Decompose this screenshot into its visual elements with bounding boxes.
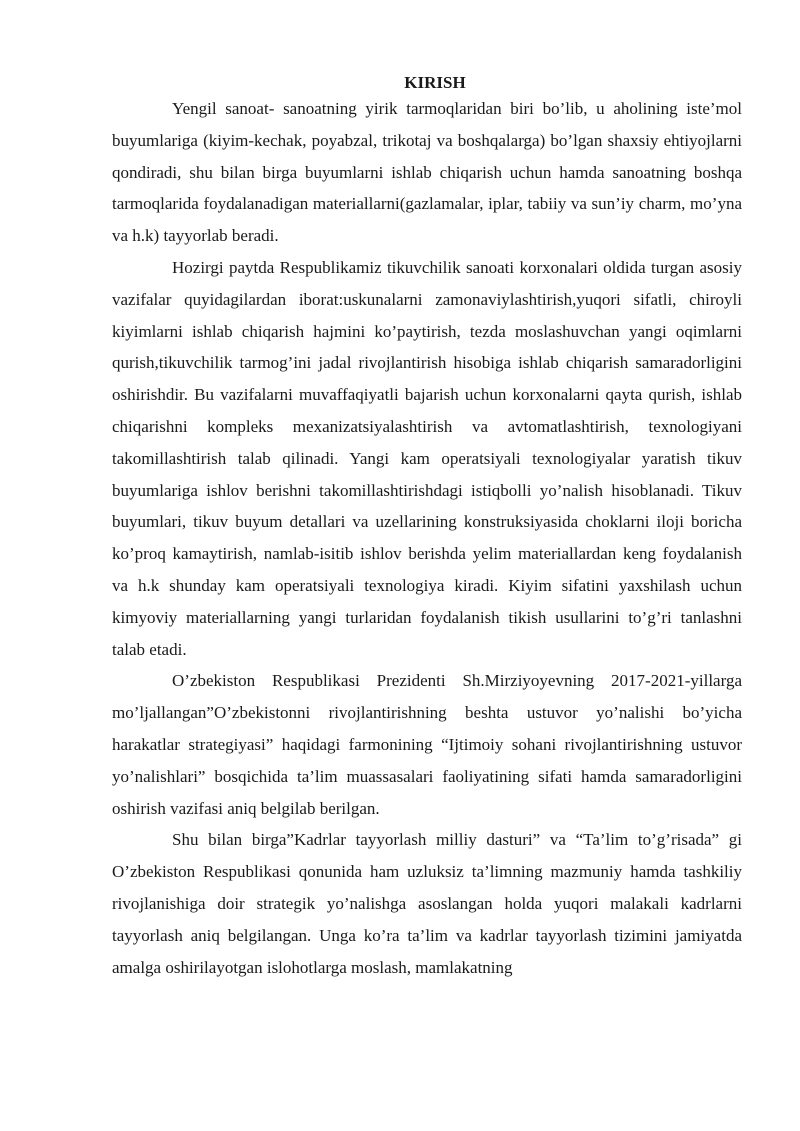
paragraph-tasks: Hozirgi paytda Respublikamiz tikuvchilik sanoati korxonalari oldida turgan asosiy vazifalar quyidagilardan iborat:uskunalarni zamonaviylashtirish,yuqori sifatli, chiroyli kiyimlarni ishlab chiqarish hajmini ko’paytirish, tezda moslashuvchan yangi oqimlarni qurish,tikuvchilik tarmog’ini jadal rivojlantirish hisobiga ishlab chiqarish samaradorligini oshirishdir. Bu vazifalarni muvaffaqiyatli bajarish uchun korxonalarni qayta qurish, ishlab chiqarishni kompleks mexanizatsiyalashtirish va avtomatlashtirish, texnologiyani takomillashtirish talab qilinadi. Yangi kam operatsiyali texnologiyalar yaratish tikuv buyumlariga ishlov berishni takomillashtirishdagi istiqbolli yo’nalish hisoblanadi. Tikuv buyumlari, tikuv buyum detallari va uzellarining konstruksiyasida choklarni iloji boricha ko’proq kamaytirish, namlab-isitib ishlov berishda yelim materiallardan keng foydalanish va h.k shunday kam operatsiyali texnologiya kiradi. Kiyim sifatini yaxshilash uchun kimyoviy materiallarning yangi turlaridan foydalanish tikish usullarini to’g’ri tanlashni talab etadi.	[112, 257, 742, 659]
paragraph-education: Shu bilan birga”Kadrlar tayyorlash milliy dasturi” va “Ta’lim to’g’risada” gi O’zbekiston Respublikasi qonunida ham uzluksiz ta’limning mazmuniy hamda tashkiliy rivojlanishiga doir strategik yo’nalishga asoslangan holda yuqori malakali kadrlarni tayyorlash aniq belgilangan. Unga ko’ra ta’lim va kadrlar tayyorlash tizimini jamiyatda amalga oshirilayotgan islohotlarga moslash, mamlakatning	[112, 830, 742, 977]
paragraph-intro: Yengil sanoat- sanoatning yirik tarmoqlaridan biri bo’lib, u aholining iste’mol buyumlariga (kiyim-kechak, poyabzal, trikotaj va boshqalarga) bo’lgan shaxsiy ehtiyojlarni qondiradi, shu bilan birga buyumlarni ishlab chiqarish uchun hamda sanoatning boshqa tarmoqlarida foydalanadigan materiallarni(gazlamalar, iplar, tabiiy va sun’iy charm, mo’yna va h.k) tayyorlab beradi.	[112, 99, 742, 246]
document-body	[112, 73, 742, 983]
page-title: KIRISH	[404, 73, 466, 92]
paragraph-strategy: O’zbekiston Respublikasi Prezidenti Sh.Mirziyoyevning 2017-2021-yillarga mo’ljallangan”O’zbekistonni rivojlantirishning beshta ustuvor yo’nalishi bo’yicha harakatlar strategiyasi” haqidagi farmonining “Ijtimoiy sohani rivojlantirishning ustuvor yo’nalishlari” bosqichida ta’lim muassasalari faoliyatining sifati hamda samaradorligini oshirish vazifasi aniq belgilab berilgan.	[112, 671, 742, 818]
